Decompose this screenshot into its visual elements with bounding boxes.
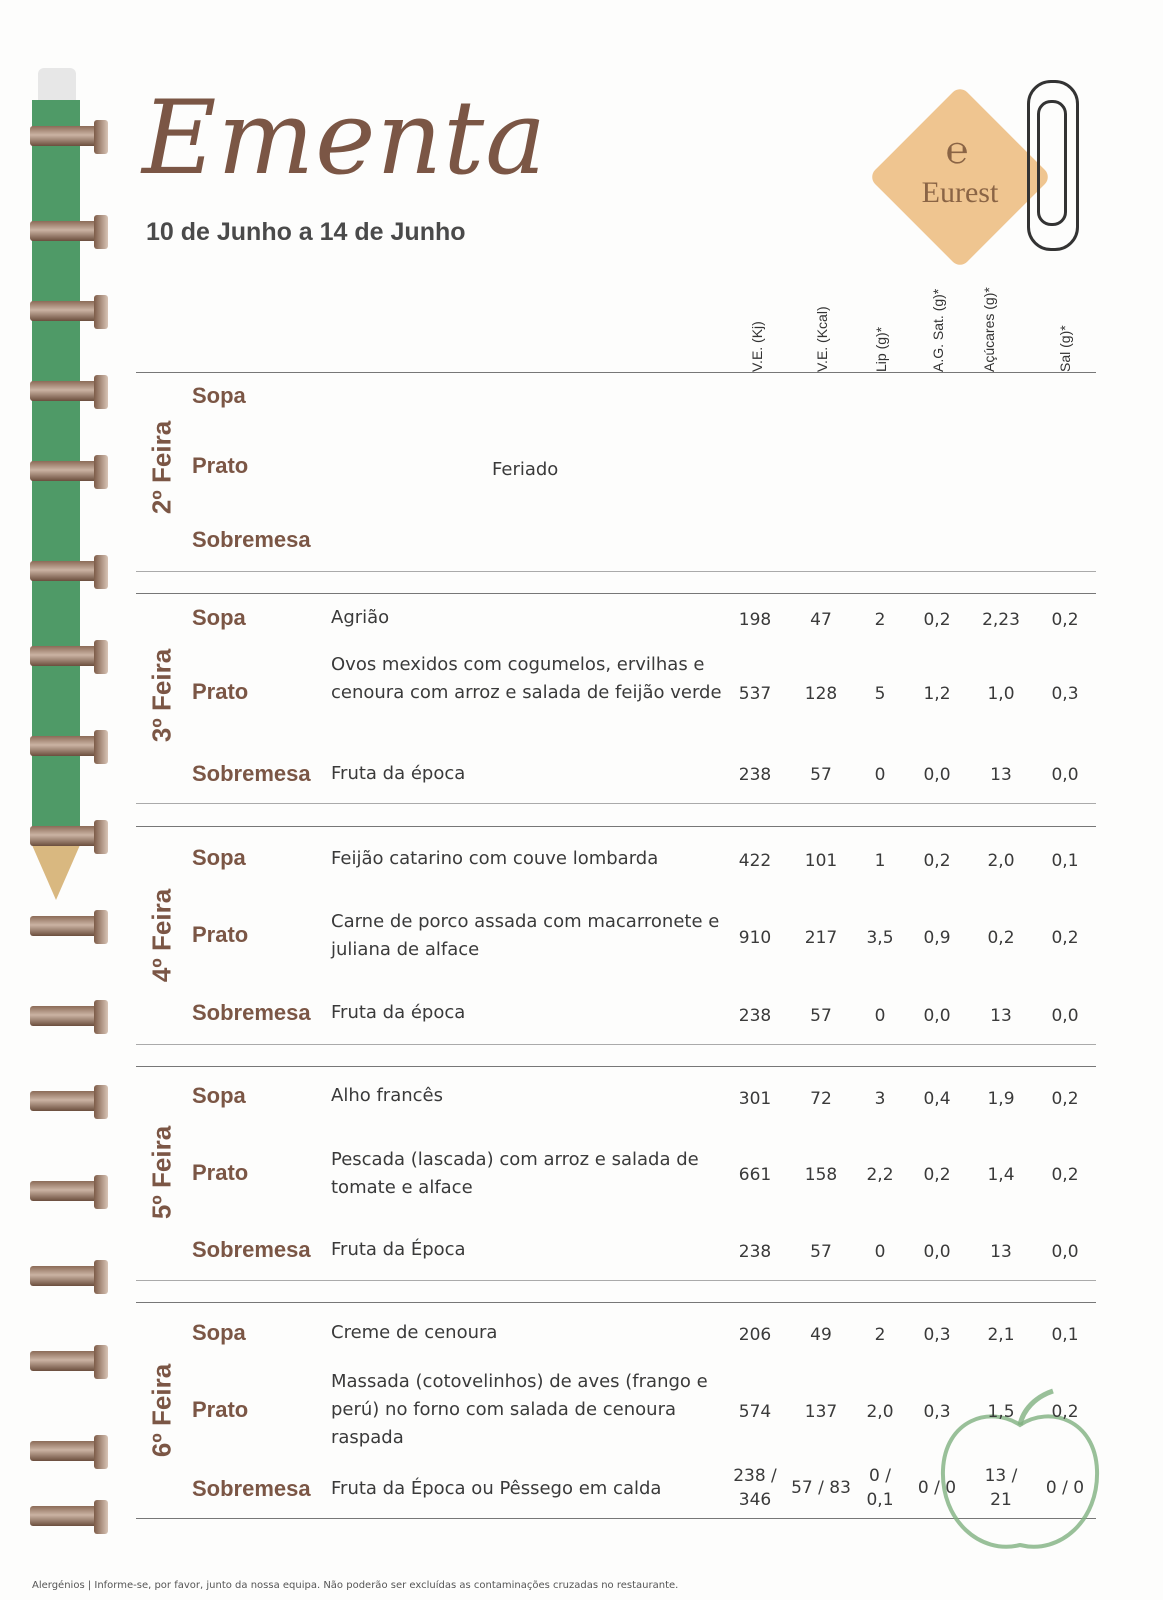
value-lip: 1: [874, 851, 886, 871]
dish-name: Carne de porco assada com macarronete e juliana de alface: [331, 911, 720, 960]
dish-name: Creme de cenoura: [331, 1322, 498, 1343]
value-kcal: 72: [810, 1089, 832, 1109]
value-kcal: 217: [804, 928, 838, 948]
value-ag-sat: 0,9: [923, 928, 951, 948]
value-kj: 910: [738, 928, 772, 948]
dish-name: Fruta da Época: [331, 1239, 466, 1260]
value-sal: 0,1: [1051, 851, 1079, 871]
value-sal: 0,0: [1051, 1006, 1079, 1026]
section-rule: [136, 826, 1096, 827]
value-lip: 0 / 0,1: [866, 1466, 894, 1510]
value-acucares: 2,23: [982, 610, 1020, 630]
value-kcal: 57: [810, 1242, 832, 1262]
value-ag-sat: 0,2: [923, 1165, 951, 1185]
value-acucares: 13: [990, 1242, 1012, 1262]
value-lip: 2,0: [866, 1402, 894, 1422]
binding-ring: [30, 640, 108, 674]
value-ag-sat: 0,2: [923, 610, 951, 630]
binding-ring: [30, 1435, 108, 1469]
course-label: Sopa: [192, 605, 246, 630]
col-header-ag-sat: A.G. Sat. (g)*: [930, 288, 946, 372]
course-label: Sobremesa: [192, 1000, 311, 1025]
value-kj: 574: [738, 1402, 772, 1422]
header-rule: [136, 372, 1096, 373]
eurest-logo-mark: ℮: [945, 128, 969, 172]
value-acucares: 1,5: [987, 1402, 1015, 1422]
section-rule: [136, 1066, 1096, 1067]
course-label: Prato: [192, 1160, 249, 1185]
binding-ring: [30, 555, 108, 589]
value-kj: 422: [738, 851, 772, 871]
value-kcal: 57 / 83: [791, 1478, 851, 1498]
value-kcal: 49: [810, 1325, 832, 1345]
allergen-footer: Alergénios | Informe-se, por favor, junto da nossa equipa. Não poderão ser excluídas as contaminações cruzadas no restaurante.: [32, 1580, 679, 1591]
value-sal: 0,2: [1051, 610, 1079, 630]
dish-name: Fruta da época: [331, 763, 466, 784]
value-kj: 238: [738, 1006, 772, 1026]
binding-ring: [30, 1260, 108, 1294]
value-kcal: 128: [804, 684, 838, 704]
value-ag-sat: 0,2: [923, 851, 951, 871]
value-kcal: 101: [804, 851, 838, 871]
course-label: Prato: [192, 922, 249, 947]
course-label: Sobremesa: [192, 1476, 311, 1501]
value-acucares: 2,0: [987, 851, 1015, 871]
course-label: Sobremesa: [192, 527, 311, 552]
section-rule: [136, 803, 1096, 804]
course-label: Sopa: [192, 383, 246, 408]
value-lip: 0: [874, 765, 886, 785]
value-kj: 206: [738, 1325, 772, 1345]
dish-name: Ovos mexidos com cogumelos, ervilhas e cenoura com arroz e salada de feijão verde: [331, 654, 722, 703]
col-header-sal: Sal (g)*: [1057, 325, 1073, 372]
value-acucares: 13 / 21: [984, 1466, 1018, 1510]
value-sal: 0,2: [1051, 1165, 1079, 1185]
value-lip: 0: [874, 1006, 886, 1026]
value-acucares: 0,2: [987, 928, 1015, 948]
value-kj: 301: [738, 1089, 772, 1109]
section-rule: [136, 1044, 1096, 1045]
value-acucares: 13: [990, 1006, 1012, 1026]
value-sal: 0,2: [1051, 928, 1079, 948]
binding-ring: [30, 215, 108, 249]
value-lip: 3: [874, 1089, 886, 1109]
value-lip: 3,5: [866, 928, 894, 948]
value-lip: 2: [874, 1325, 886, 1345]
day-label: 2º Feira: [146, 420, 177, 515]
date-range: 10 de Junho a 14 de Junho: [146, 218, 466, 246]
binding-ring: [30, 120, 108, 154]
value-ag-sat: 0,0: [923, 1006, 951, 1026]
value-kcal: 57: [810, 1006, 832, 1026]
day-label: 6º Feira: [146, 1363, 177, 1458]
value-acucares: 13: [990, 765, 1012, 785]
binding-ring: [30, 910, 108, 944]
binding-ring: [30, 295, 108, 329]
value-lip: 5: [874, 684, 886, 704]
binding-ring: [30, 1500, 108, 1534]
value-ag-sat: 0,0: [923, 1242, 951, 1262]
dish-name: Alho francês: [331, 1085, 443, 1106]
paperclip-inner: [1037, 100, 1067, 226]
value-ag-sat: 0 / 0: [917, 1478, 957, 1498]
value-sal: 0,0: [1051, 765, 1079, 785]
value-sal: 0,2: [1051, 1089, 1079, 1109]
pencil-eraser: [38, 68, 76, 102]
value-kcal: 158: [804, 1165, 838, 1185]
value-kj: 238: [738, 1242, 772, 1262]
value-acucares: 1,0: [987, 684, 1015, 704]
value-ag-sat: 0,3: [923, 1402, 951, 1422]
value-kcal: 57: [810, 765, 832, 785]
value-sal: 0,3: [1051, 684, 1079, 704]
day-label: 3º Feira: [146, 648, 177, 743]
section-rule: [136, 593, 1096, 594]
course-label: Prato: [192, 1397, 249, 1422]
value-kj: 537: [738, 684, 772, 704]
section-rule: [136, 1280, 1096, 1281]
value-kj: 661: [738, 1165, 772, 1185]
value-ag-sat: 0,4: [923, 1089, 951, 1109]
course-label: Sopa: [192, 1083, 246, 1108]
section-rule: [136, 1302, 1096, 1303]
col-header-lip: Lip (g)*: [873, 326, 889, 372]
value-sal: 0,2: [1051, 1402, 1079, 1422]
dish-name: Massada (cotovelinhos) de aves (frango e perú) no forno com salada de cenoura raspada: [331, 1371, 708, 1448]
col-header-kcal: V.E. (Kcal): [814, 306, 830, 372]
course-label: Sopa: [192, 845, 246, 870]
value-lip: 2: [874, 610, 886, 630]
value-ag-sat: 0,3: [923, 1325, 951, 1345]
value-sal: 0,1: [1051, 1325, 1079, 1345]
course-label: Prato: [192, 453, 249, 478]
binding-ring: [30, 1085, 108, 1119]
eurest-logo-text: Eurest: [921, 176, 999, 209]
binding-ring: [30, 455, 108, 489]
binding-ring: [30, 820, 108, 854]
section-rule: [136, 571, 1096, 572]
value-ag-sat: 0,0: [923, 765, 951, 785]
value-kj: 238 / 346: [733, 1466, 777, 1510]
col-header-kj: V.E. (Kj): [749, 321, 765, 372]
value-sal: 0 / 0: [1045, 1478, 1085, 1498]
binding-ring: [30, 730, 108, 764]
course-label: Sobremesa: [192, 761, 311, 786]
value-acucares: 1,9: [987, 1089, 1015, 1109]
value-acucares: 2,1: [987, 1325, 1015, 1345]
value-kcal: 47: [810, 610, 832, 630]
day-label: 5º Feira: [146, 1125, 177, 1220]
dish-name: Fruta da Época ou Pêssego em calda: [331, 1478, 662, 1499]
value-acucares: 1,4: [987, 1165, 1015, 1185]
value-kj: 198: [738, 610, 772, 630]
course-label: Sobremesa: [192, 1237, 311, 1262]
binding-ring: [30, 1345, 108, 1379]
holiday-note: Feriado: [492, 459, 559, 480]
course-label: Sopa: [192, 1320, 246, 1345]
dish-name: Feijão catarino com couve lombarda: [331, 848, 659, 869]
col-header-acucares: Açúcares (g)*: [981, 287, 997, 372]
page-title: Ementa: [142, 79, 548, 198]
binding-ring: [30, 1175, 108, 1209]
value-kj: 238: [738, 765, 772, 785]
dish-name: Fruta da época: [331, 1002, 466, 1023]
value-ag-sat: 1,2: [923, 684, 951, 704]
value-sal: 0,0: [1051, 1242, 1079, 1262]
value-lip: 0: [874, 1242, 886, 1262]
dish-name: Agrião: [331, 607, 390, 628]
course-label: Prato: [192, 679, 249, 704]
value-kcal: 137: [804, 1402, 838, 1422]
binding-ring: [30, 1000, 108, 1034]
dish-name: Pescada (lascada) com arroz e salada de tomate e alface: [331, 1149, 699, 1198]
value-lip: 2,2: [866, 1165, 894, 1185]
day-label: 4º Feira: [146, 888, 177, 983]
binding-ring: [30, 375, 108, 409]
